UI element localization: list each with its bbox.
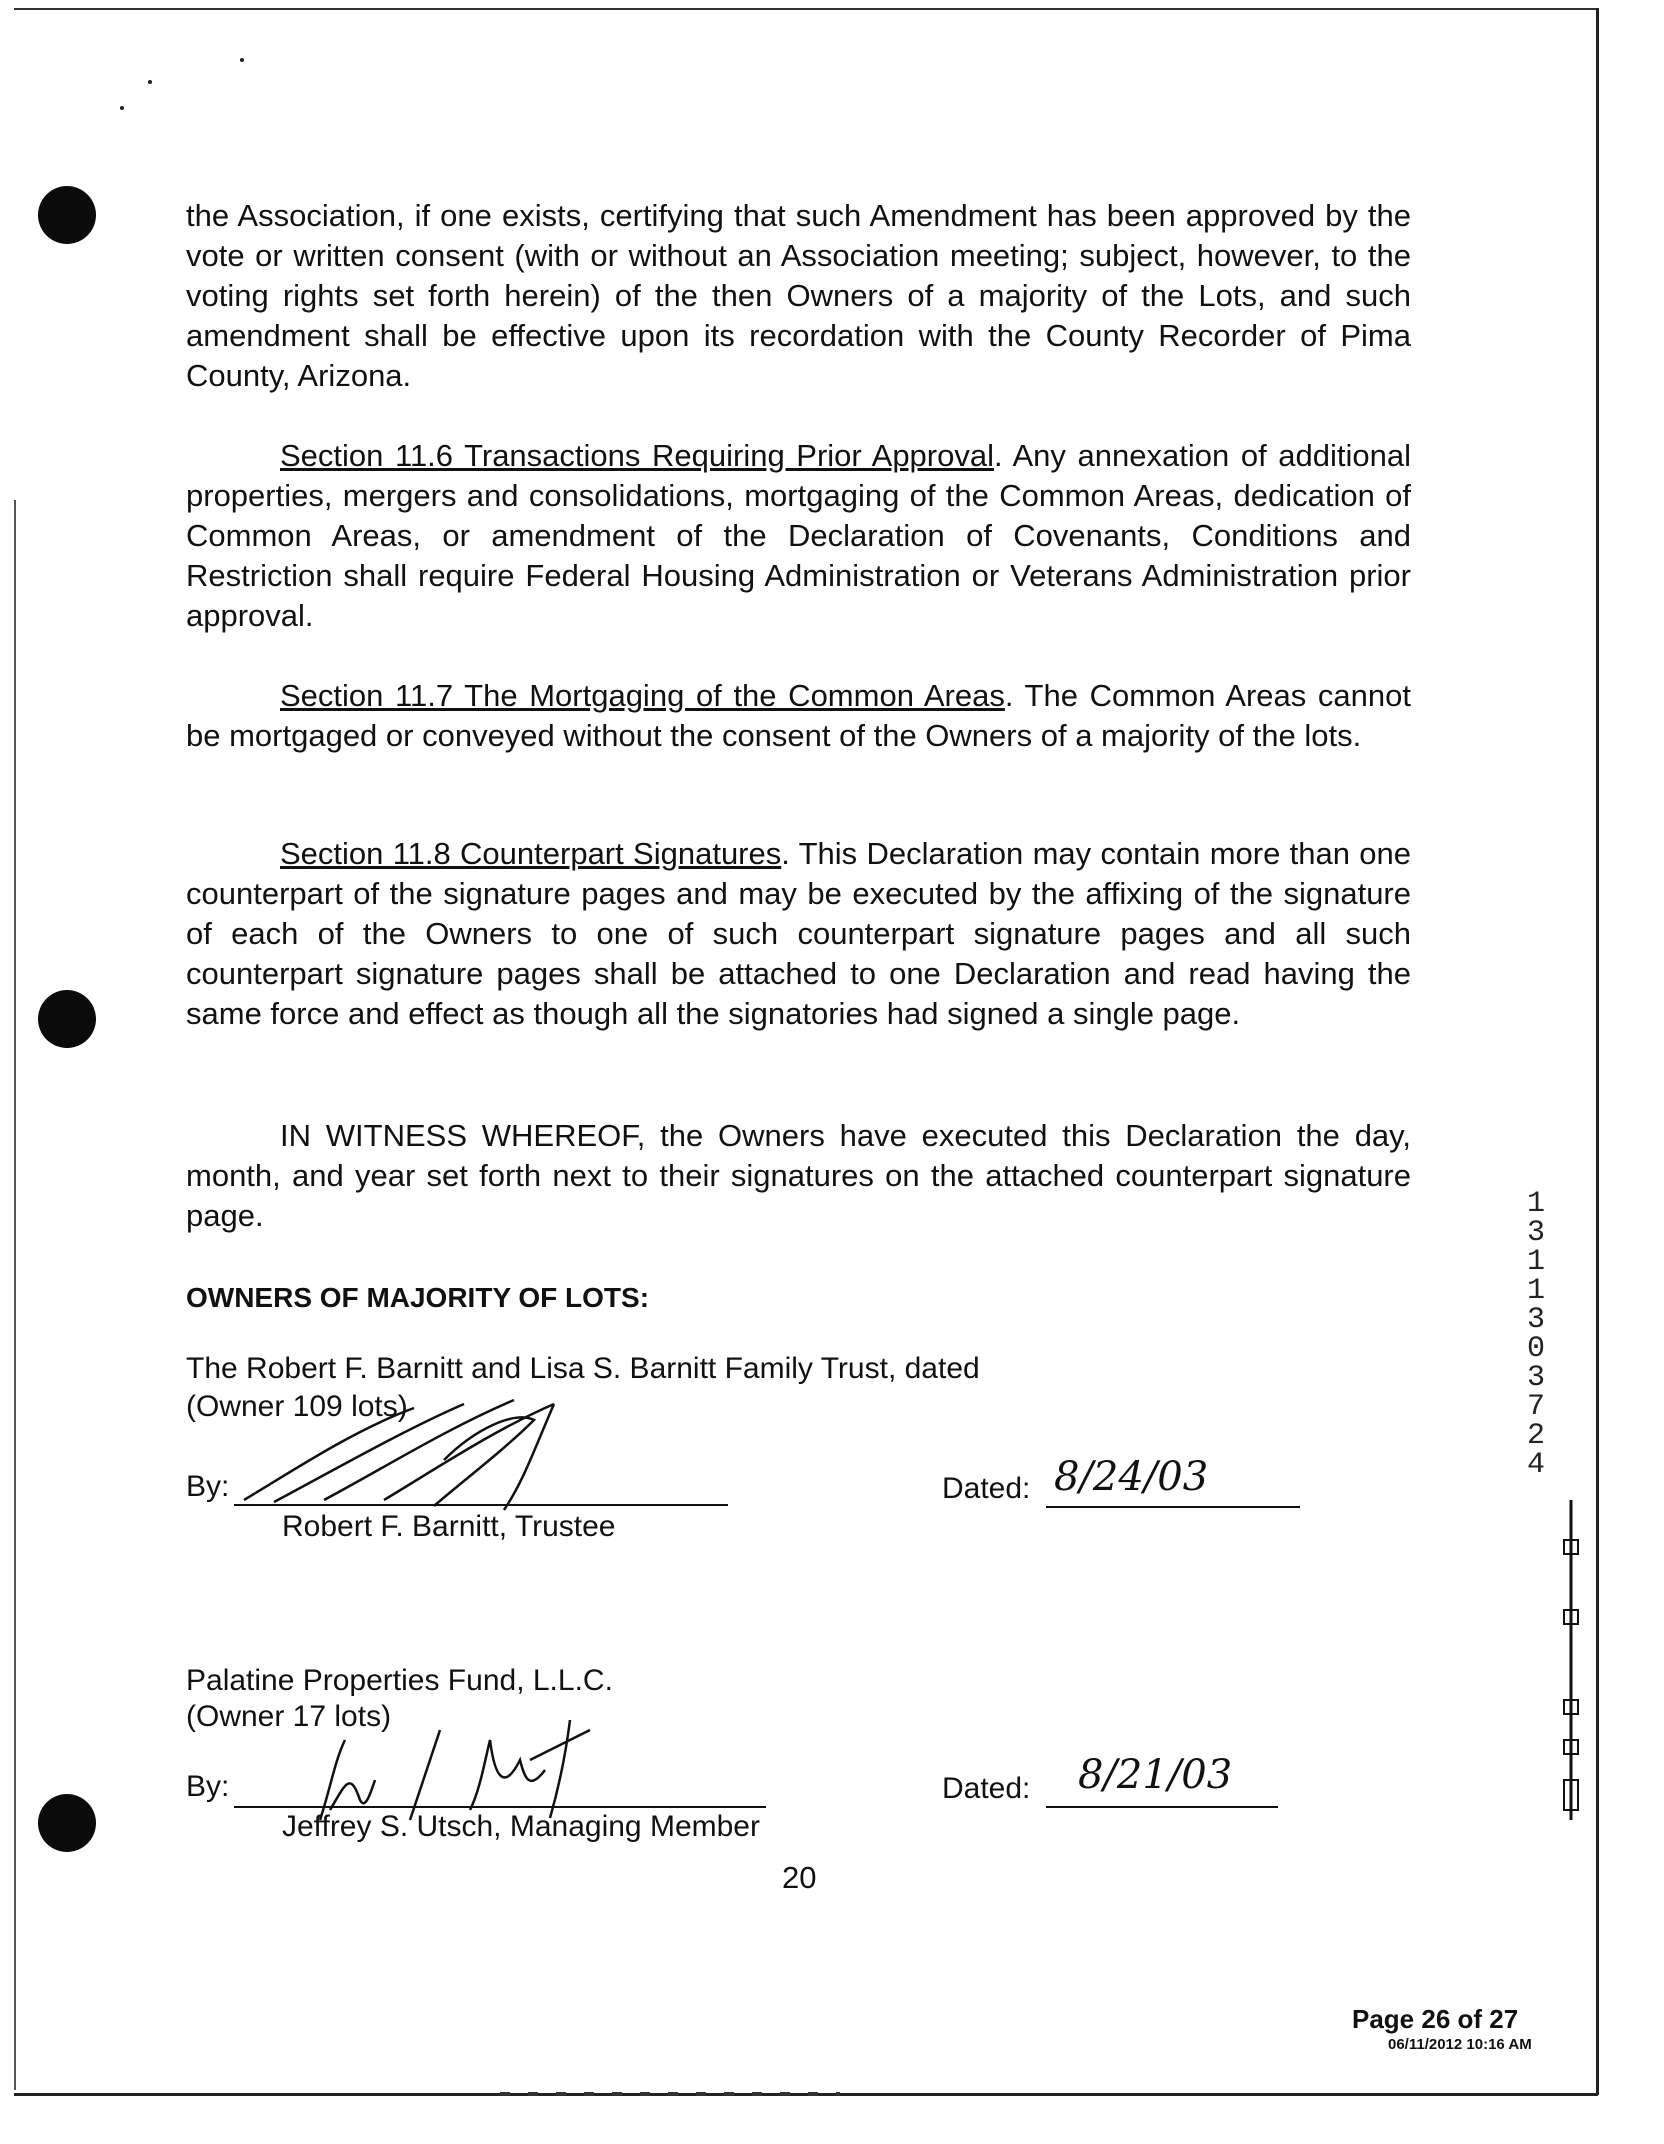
page-number: 20 xyxy=(782,1860,817,1895)
section-11-7-text: . The Common Areas cannot be mortgaged or conveyed without the consent of the Owners of a majority of the lots. xyxy=(186,678,1411,753)
paragraph-section-11-6 xyxy=(186,436,1411,636)
owner1-name: The Robert F. Barnitt and Lisa S. Barnitt Family Trust, dated xyxy=(186,1352,980,1385)
punch-hole-middle xyxy=(38,990,96,1048)
scan-border-left xyxy=(14,500,16,2090)
paragraph-section-11-8 xyxy=(186,834,1411,1034)
section-11-6-title: Section 11.6 Transactions Requiring Prior Approval xyxy=(280,438,994,473)
owner1-lots: (Owner 109 lots) xyxy=(186,1390,408,1423)
stamp-digit: 2 xyxy=(1526,1419,1545,1453)
stamp-digit: 1 xyxy=(1526,1274,1545,1308)
punch-hole-bottom xyxy=(38,1794,96,1852)
owner2-signer: Jeffrey S. Utsch, Managing Member xyxy=(282,1810,760,1843)
owner2-date-line xyxy=(1046,1806,1278,1808)
stamp-digit: 1 xyxy=(1526,1245,1545,1279)
scan-speck xyxy=(240,58,244,62)
paragraph-section-11-7 xyxy=(186,676,1411,756)
owner1-signer: Robert F. Barnitt, Trustee xyxy=(282,1510,616,1543)
owner2-date: 8/21/03 xyxy=(1078,1752,1233,1798)
scan-artifact-dashes xyxy=(500,2092,840,2096)
edge-scan-marks xyxy=(1556,1500,1586,1820)
owner1-by-label: By: xyxy=(186,1470,230,1503)
scan-border-top xyxy=(14,8,1598,10)
scan-speck xyxy=(120,106,124,110)
owner1-date-line xyxy=(1046,1506,1300,1508)
section-11-8-text: . This Declaration may contain more than one counterpart of the signature pages and may be executed by the affixing of the signature of each of the Owners to one of such counterpart signature pages and all such counterpart signature pages shall be attached to one Declaration and read having the same force and effect as though all the signatories had signed a single page. xyxy=(186,836,1411,1031)
owners-heading: OWNERS OF MAJORITY OF LOTS: xyxy=(186,1282,650,1313)
owner1-signature xyxy=(234,1390,674,1520)
paragraph-witness xyxy=(186,1116,1411,1236)
stamp-digit: 3 xyxy=(1526,1303,1545,1337)
scan-speck xyxy=(148,80,152,84)
owner2-name: Palatine Properties Fund, L.L.C. xyxy=(186,1664,613,1697)
owner2-lots: (Owner 17 lots) xyxy=(186,1700,392,1733)
scan-border-right xyxy=(1596,8,1599,2095)
stamp-digit: 3 xyxy=(1526,1216,1545,1250)
stamp-digit: 0 xyxy=(1526,1332,1545,1366)
owner2-dated-label: Dated: xyxy=(942,1772,1031,1805)
punch-hole-top xyxy=(38,186,96,244)
owner1-date: 8/24/03 xyxy=(1054,1454,1209,1500)
owner1-dated-label: Dated: xyxy=(942,1472,1031,1505)
stamp-digit: 7 xyxy=(1526,1390,1545,1424)
recording-number-stamp xyxy=(1516,1187,1556,1482)
stamp-digit: 1 xyxy=(1526,1187,1545,1221)
section-11-8-title: Section 11.8 Counterpart Signatures xyxy=(280,836,782,871)
witness-text: IN WITNESS WHEREOF, the Owners have executed this Declaration the day, month, and year set forth next to their signatures on the attached counterpart signature page. xyxy=(186,1118,1411,1233)
footer-timestamp: 06/11/2012 10:16 AM xyxy=(1388,2036,1532,2053)
section-11-7-title: Section 11.7 The Mortgaging of the Common Areas xyxy=(280,678,1005,713)
footer-page-label: Page 26 of 27 xyxy=(1352,2004,1519,2034)
paragraph-amendment-continuation: the Association, if one exists, certifying that such Amendment has been approved by the vote or written consent (with or without an Association meeting; subject, however, to the voting rights set forth herein) of the then Owners of a majority of the Lots, and such amendment shall be effective upon its recordation with the County Recorder of Pima County, Arizona. xyxy=(186,198,1411,393)
section-11-6-text: . Any annexation of additional properties, mergers and consolidations, mortgaging of the Common Areas, dedication of Common Areas, or amendment of the Declaration of Covenants, Conditions and Restriction shall require Federal Housing Administration or Veterans Administration prior approval. xyxy=(186,438,1412,633)
stamp-digit: 4 xyxy=(1526,1448,1545,1482)
stamp-digit: 3 xyxy=(1526,1361,1545,1395)
owner2-by-label: By: xyxy=(186,1770,230,1803)
